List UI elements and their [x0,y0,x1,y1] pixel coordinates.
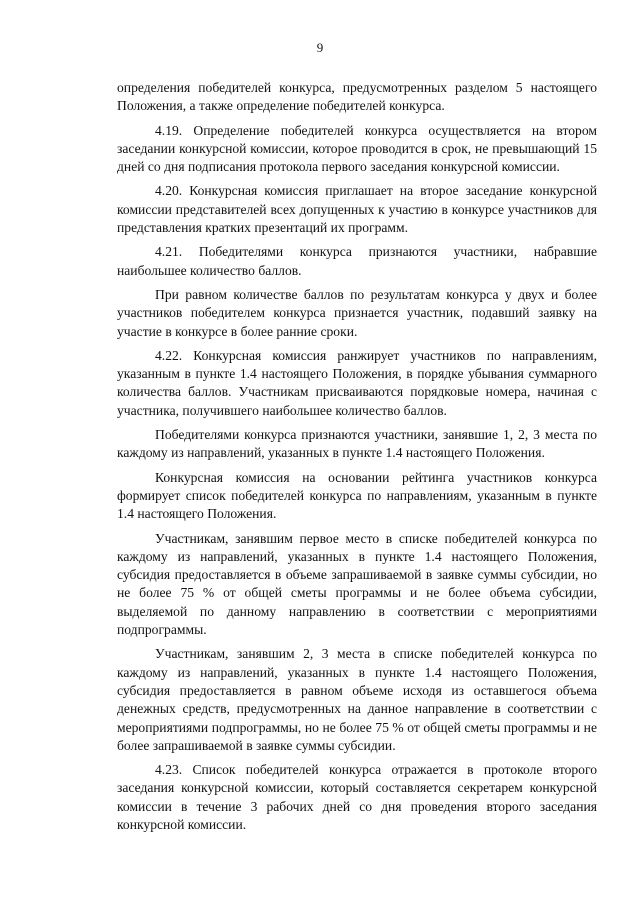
paragraph-winners: Победителями конкурса признаются участники, занявшие 1, 2, 3 места по каждому из направлений, указанных в пункте 1.4 настоящего Положения. [117,427,597,461]
paragraph-continuation: определения победителей конкурса, предусмотренных разделом 5 настоящего Положения, а также определение победителей конкурса. [117,80,597,114]
document-body [117,79,597,840]
paragraph-4-21: 4.21. Победителями конкурса признаются участники, набравшие наибольшее количество баллов. [117,244,597,278]
paragraph-equal-scores: При равном количестве баллов по результатам конкурса у двух и более участников победителем конкурса признается участник, подавший заявку на участие в конкурсе в более ранние сроки. [117,286,597,339]
paragraph-4-23: 4.23. Список победителей конкурса отражается в протоколе второго заседания конкурсной комиссии, который составляется секретарем конкурсной комиссии в течение 3 рабочих дней со дня проведения второго заседания конкурсной комиссии. [117,762,597,832]
paragraph-first-place: Участникам, занявшим первое место в списке победителей конкурса по каждому из направлений, указанных в пункте 1.4 настоящего Положения, субсидия предоставляется в объеме запрашиваемой в заявке суммы субсидии, но не более 75 % от общей сметы программы и не более объема субсидии, выделяемой по данному направлению в соответствии с мероприятиями подпрограммы. [117,530,597,638]
paragraph-4-19: 4.19. Определение победителей конкурса осуществляется на втором заседании конкурсной комиссии, которое проводится в срок, не превышающий 15 дней со дня подписания протокола первого заседания конкурсной комиссии. [117,122,597,175]
page-number: 9 [316,40,324,55]
paragraph-4-20: 4.20. Конкурсная комиссия приглашает на второе заседание конкурсной комиссии представителей всех допущенных к участию в конкурсе участников для представления кратких презентаций их программ. [117,183,597,236]
paragraph-second-third-place: Участникам, занявшим 2, 3 места в списке победителей конкурса по каждому из направлений, указанных в пункте 1.4 настоящего Положения, субсидия предоставляется в равном объеме исходя из оставшегося объема денежных средств, предусмотренных на данное направление в соответствии с мероприятиями подпрограммы, но не более 75 % от общей сметы программы и не более запрашиваемой в заявке суммы субсидии. [117,646,597,753]
paragraph-4-22: 4.22. Конкурсная комиссия ранжирует участников по направлениям, указанным в пункте 1.4 настоящего Положения, в порядке убывания суммарного количества баллов. Участникам присваиваются порядковые номера, начиная с участника, получившего наибольшее количество баллов. [117,347,597,418]
paragraph-winners-list: Конкурсная комиссия на основании рейтинга участников конкурса формирует список победителей конкурса по направлениям, указанным в пункте 1.4 настоящего Положения. [117,469,597,522]
